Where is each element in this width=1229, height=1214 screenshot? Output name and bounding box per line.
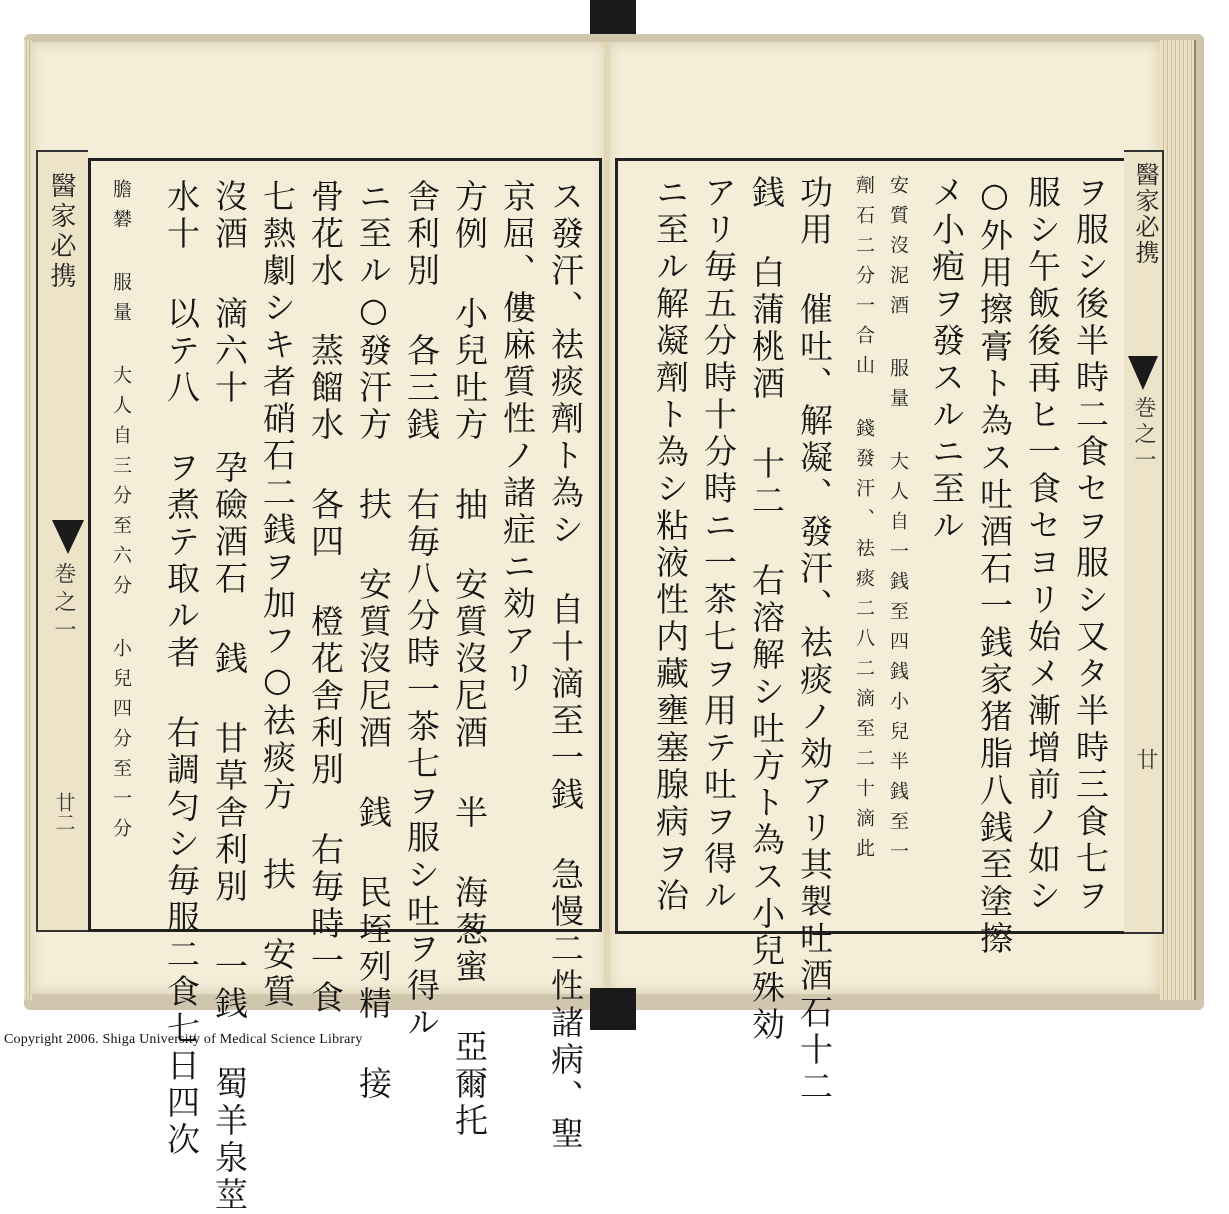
copyright-notice: Copyright 2006. Shiga University of Medical Science Library xyxy=(4,1032,363,1047)
text-column: 銭 白蒲桃酒 十二 右溶解シ吐方ト為ス小兒殊効 xyxy=(747,175,786,1044)
fish-tail-mark-icon xyxy=(52,520,84,554)
text-column: メ小疱ヲ發スルニ至ル xyxy=(927,175,966,545)
text-column: ニ至ル○發汗方 扶 安質沒尼酒 銭 民垤列精 接 xyxy=(354,179,393,1103)
right-margin-folio: 廿 xyxy=(1133,748,1158,770)
fish-tail-mark-icon xyxy=(1128,356,1158,390)
text-column: 骨花水 蒸餾水 各四 橙花舎利別 右毎時一食 xyxy=(306,179,345,1017)
text-column: 沒酒 滴六十 孕礆酒石 銭 甘草舎利別 一銭 蜀羊泉莖 xyxy=(210,179,249,1214)
text-column: ○外用擦膏ト為ス吐酒石一銭家猪脂八銭至塗擦 xyxy=(975,175,1014,958)
right-page-text-frame xyxy=(615,158,1129,1106)
right-margin-volume: 巻之一 xyxy=(1131,396,1156,474)
left-margin-title: 醫家必携 xyxy=(46,172,76,292)
text-column: 膽礬 服量 大人自三分至六分 小兒四分至一分 xyxy=(110,179,132,848)
binding-ribbon-bottom xyxy=(590,988,636,1030)
page-edges-right xyxy=(1160,40,1196,1000)
book-gutter xyxy=(604,42,610,994)
left-margin-volume: 巻之一 xyxy=(51,562,76,646)
text-column: 安質沒泥酒 服量 大人自一銭至四銭小兒半銭至一 xyxy=(887,175,909,871)
text-column: 方例 小兒吐方 抽 安質沒尼酒 半 海葱蜜 亞爾托 xyxy=(450,179,489,1140)
text-column: 七熱劇シキ者硝石二銭ヲ加フ○祛痰方 扶 安質 xyxy=(258,179,297,1011)
text-column: アリ毎五分時十分時ニ一茶七ヲ用テ吐ヲ得ル xyxy=(699,175,738,915)
right-margin-title: 醫家必携 xyxy=(1131,162,1159,266)
text-column: 功用 催吐、解凝、發汗、祛痰ノ効アリ其製吐酒石十二 xyxy=(795,175,834,1106)
right-page-margin-label xyxy=(1124,150,1164,934)
left-margin-folio: 廿二 xyxy=(52,792,76,832)
text-column: 劑石二分一合山 錢發汗、祛痰二八二滴至二十滴此 xyxy=(853,175,875,868)
text-column: 舎利別 各三銭 右毎八分時一茶七ヲ服シ吐ヲ得ル xyxy=(402,179,441,1042)
text-column: 服シ午飯後再ヒ一食セヨリ始メ漸增前ノ如シ xyxy=(1023,175,1062,915)
text-column: ヲ服シ後半時二食セヲ服シ又タ半時三食七ヲ xyxy=(1071,175,1110,915)
left-page-margin-label xyxy=(36,150,88,932)
text-column: 京屈、僂麻質性ノ諸症ニ効アリ xyxy=(498,179,537,697)
text-column: ニ至ル解凝劑ト為シ粘液性内藏壅塞腺病ヲ治 xyxy=(651,175,690,915)
text-column: ス發汗、祛痰劑ト為シ 自十滴至一銭 急慢二性諸病、聖 xyxy=(546,179,585,1153)
text-column: 水十 以テ八 ヲ煮テ取ル者 右調匀シ毎服二食七日四次 xyxy=(162,179,201,1159)
